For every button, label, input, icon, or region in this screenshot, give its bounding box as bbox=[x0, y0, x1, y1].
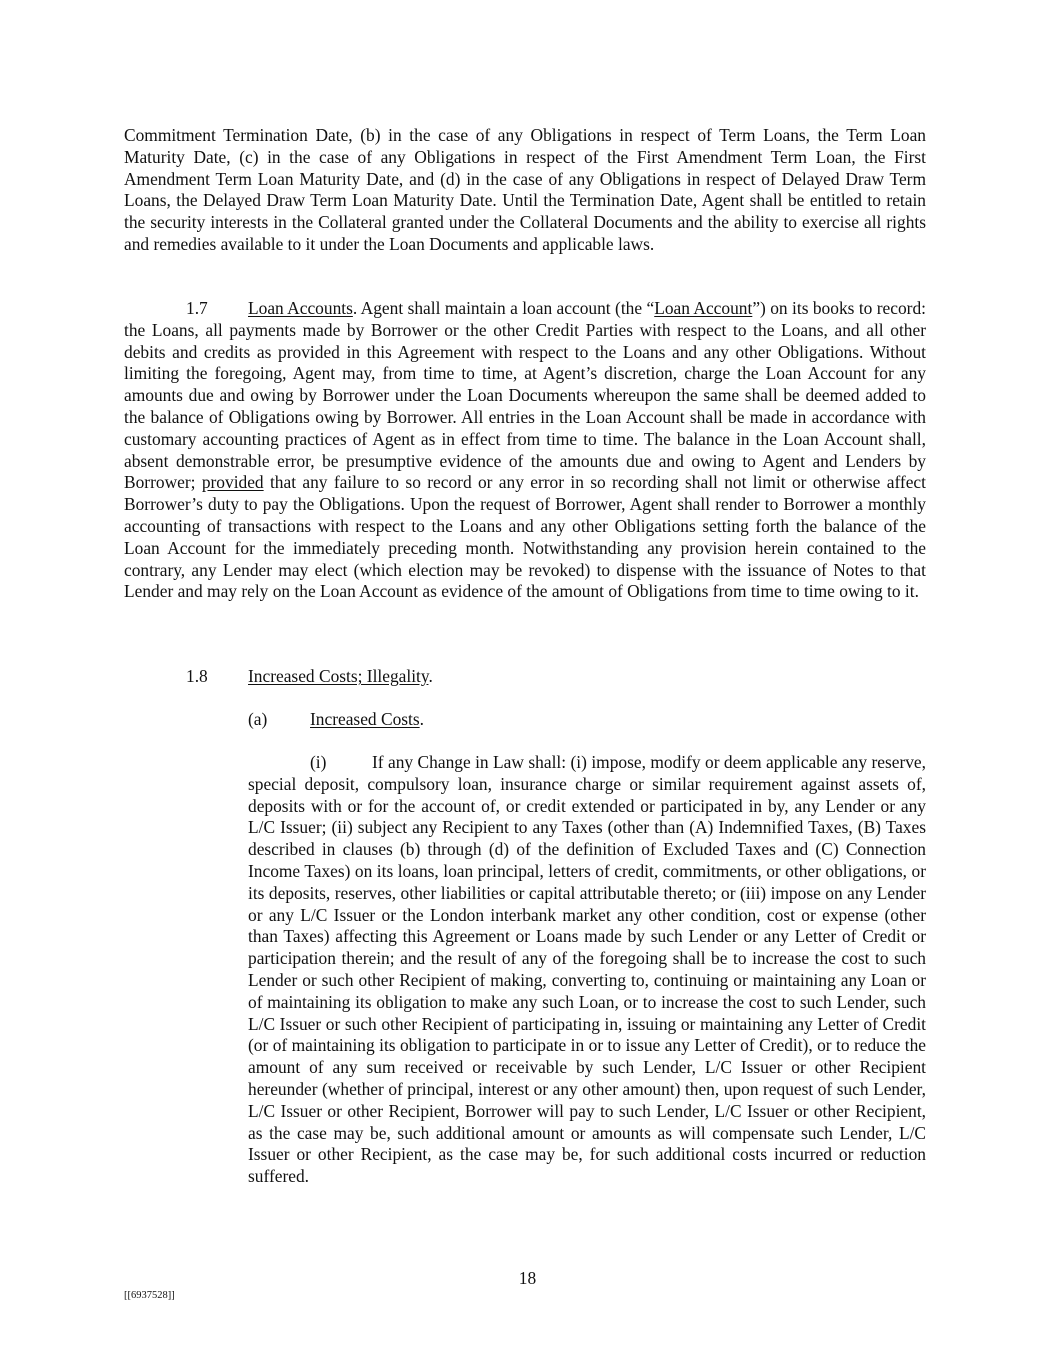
section-1-7-number-wrap bbox=[124, 298, 248, 320]
section-1-8-a-i-number-wrap bbox=[248, 752, 372, 774]
section-1-8-heading: Increased Costs; Illegality bbox=[248, 666, 429, 686]
section-1-8-a-i-number: (i) bbox=[310, 752, 327, 772]
section-1-8-a-number: (a) bbox=[248, 709, 268, 729]
section-1-8-heading-line bbox=[186, 666, 926, 688]
page-number: 18 bbox=[518, 1268, 537, 1288]
loan-account-defined-term: Loan Account bbox=[654, 298, 753, 318]
section-1-7-text-a: . Agent shall maintain a loan account (the “ bbox=[352, 298, 655, 318]
section-1-7-text-c: that any failure to so record or any error in so recording shall not limit or otherwise affect Borrower’s duty to pay the Obligations. Upon the request of Borrower, Agent shall render to Borrower a monthly accounting of transactions with respect to the Loans and any other Obligations setting forth the balance of the Loan Account for the immediately preceding month. Notwithstanding any provision herein contained to the contrary, any Lender may elect (which election may be revoked) to dispense with the issuance of Notes to that Lender and may rely on the Loan Account as evidence of the amount of Obligations from time to time owing to it. bbox=[124, 472, 926, 602]
section-1-8-a-i-text: If any Change in Law shall: (i) impose, modify or deem applicable any reserve, special deposit, compulsory loan, insurance charge or similar requirement against assets of, deposits with or for the account of, or credit extended or participated in by, any Lender or any L/C Issuer; (ii) subject any Recipient to any Taxes (other than (A) Indemnified Taxes, (B) Taxes described in clauses (b) through (d) of the definition of Excluded Taxes and (C) Connection Income Taxes) on its loans, loan principal, letters of credit, commitments, or other obligations, or its deposits, reserves, other liabilities or capital attributable thereto; or (iii) impose on any Lender or any L/C Issuer or the London interbank market any other condition, cost or expense (other than Taxes) affecting this Agreement or Loans made by such Lender or any Letter of Credit or participation therein; and the result of any of the foregoing shall be to increase the cost to such Lender or such other Recipient of making, converting to, continuing or maintaining any Loan or of maintaining its obligation to make any such Loan, or to increase the cost to such Lender, such L/C Issuer or such other Recipient of participating in, issuing or maintaining any Letter of Credit (or of maintaining its obligation to participate in or to issue any Letter of Credit), or to reduce the amount of any sum received or receivable by such Lender, L/C Issuer or other Recipient hereunder (whether of principal, interest or any other amount) then, upon request of such Lender, L/C Issuer or other Recipient, Borrower will pay to such Lender, L/C Issuer or other Recipient, as the case may be, such additional amount or amounts as will compensate such Lender, L/C Issuer or other Recipient, as the case may be, for such additional costs incurred or reduction suffered. bbox=[248, 752, 926, 1187]
intro-paragraph bbox=[124, 125, 926, 256]
section-1-7-heading: Loan Accounts bbox=[248, 298, 353, 318]
section-1-8-number: 1.8 bbox=[186, 666, 208, 686]
section-1-8-a-trail: . bbox=[419, 709, 424, 729]
intro-text: Commitment Termination Date, (b) in the case of any Obligations in respect of Term Loans, the Term Loan Maturity Date, (c) in the case of any Obligations in respect of the First Amendment Term Loan, the First Amendment Term Loan Maturity Date, and (d) in the case of any Obligations in respect of Delayed Draw Term Loans, the Delayed Draw Term Loan Maturity Date. Until the Termination Date, Agent shall be entitled to retain the security interests in the Collateral granted under the Collateral Documents and the ability to exercise all rights and remedies available to it under the Loan Documents and applicable laws. bbox=[124, 125, 926, 254]
section-1-8-a-heading-line bbox=[248, 709, 926, 731]
section-1-8-a-heading: Increased Costs bbox=[310, 709, 420, 729]
section-1-7-number: 1.7 bbox=[186, 298, 208, 318]
provided-proviso: provided bbox=[201, 472, 264, 493]
document-id: [[6937528]] bbox=[124, 1290, 175, 1301]
section-1-8-a-i-paragraph bbox=[248, 752, 926, 1188]
section-1-7-paragraph bbox=[124, 298, 926, 603]
section-1-7-text-b: ”) on its books to record: the Loans, all payments made by Borrower or the other Credit Parties with respect to the Loans, and all other debits and credits as provided in this Agreement with respect to the Loans and any other Obligations. Without limiting the foregoing, Agent may, from time to time, at Agent’s discretion, charge the Loan Account for any amounts due and owing by Borrower under the Loan Documents whereupon the same shall be deemed added to the balance of Obligations owing by Borrower. All entries in the Loan Account shall be made in accordance with customary accounting practices of Agent as in effect from time to time. The balance in the Loan Account shall, absent demonstrable error, be presumptive evidence of the amounts due and owing to Agent and Lenders by Borrower; bbox=[124, 298, 926, 493]
section-1-8-trail: . bbox=[428, 666, 433, 686]
